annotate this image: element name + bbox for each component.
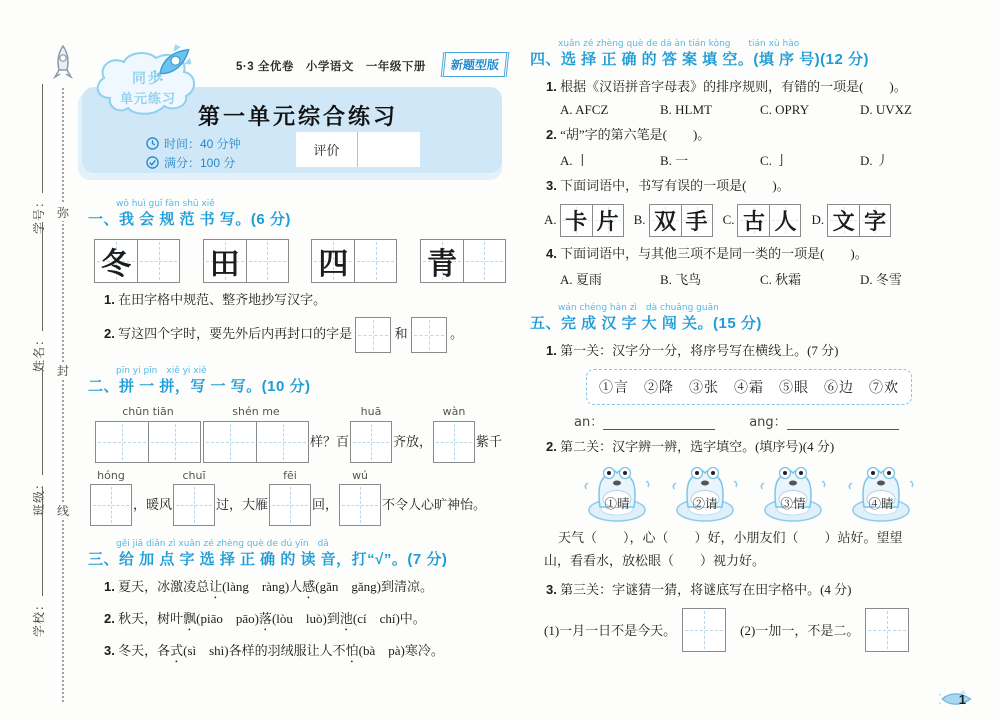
section-5 xyxy=(530,304,968,652)
dotted-char: 飘 xyxy=(183,611,197,627)
question xyxy=(104,290,508,310)
section-3 xyxy=(88,540,508,666)
write-cell[interactable] xyxy=(96,422,148,462)
page-rocket-icon xyxy=(939,689,973,709)
write-cell[interactable] xyxy=(340,485,380,525)
dotted-char: 让 xyxy=(209,579,223,595)
pinyin-box xyxy=(203,405,309,462)
section-2-heading: 二、拼 一 拼，写 一 写。(10 分) xyxy=(88,378,311,396)
answer-cell[interactable] xyxy=(356,318,390,352)
tianzige-grid xyxy=(420,239,506,283)
name-blank[interactable] xyxy=(33,222,43,331)
question xyxy=(546,437,968,457)
section-5-heading: 五、完 成 汉 字 大 闯 关。(15 分) xyxy=(530,314,762,332)
option[interactable]: A. 夏雨 xyxy=(560,271,602,287)
seal-dotted-line xyxy=(62,88,64,702)
question-number: 3. xyxy=(104,643,115,659)
tianzige-grid xyxy=(94,239,180,283)
word-options-row xyxy=(544,204,968,237)
pinyin-label: hóng xyxy=(97,468,125,482)
pinyin-label: wàn xyxy=(442,405,466,419)
question-text: 根据《汉语拼音字母表》的排序规则，有错的一项是( )。 xyxy=(560,79,907,95)
clock-icon xyxy=(146,137,159,150)
frog-char: ①晴 xyxy=(604,497,630,512)
pinyin-box xyxy=(339,469,381,526)
question-text: 写这四个字时，要先外后内再封口的字是 xyxy=(118,326,353,342)
paper-meta xyxy=(146,134,241,172)
dotted-char: 感 xyxy=(302,579,316,595)
option[interactable]: D. 冬雪 xyxy=(860,271,902,287)
question xyxy=(104,317,508,353)
sentence-text: 样？百 xyxy=(310,433,350,449)
score-label: 满分：100 分 xyxy=(164,156,236,170)
fill-sentence: 天气（ ），心（ ）好，小朋友们（ ）站好。望望 xyxy=(558,530,903,546)
question-text: (làng ràng)人 xyxy=(222,579,303,595)
section-1-pinyin: wǒ huì guī fàn shū xiě xyxy=(116,199,215,209)
section-4-pinyin: xuǎn zé zhèng què de dá àn tián kòng tián xù hào xyxy=(558,39,800,49)
question-text: 。 xyxy=(450,326,464,342)
option[interactable]: A. AFCZ xyxy=(560,102,609,118)
student-id-blank[interactable] xyxy=(33,84,43,193)
answer-cell[interactable] xyxy=(866,609,908,651)
question-number: 1. xyxy=(546,79,557,95)
section-3-pinyin: gěi jiā diǎn zì xuǎn zé zhèng què de dú yīn dǎ xyxy=(116,539,329,550)
frog-icon xyxy=(668,463,742,523)
cloud-line1: 同步 xyxy=(132,70,164,86)
question-text: 在田字格中规范、整齐地抄写汉字。 xyxy=(118,292,327,308)
question-text: (lòu luò)到 xyxy=(271,611,340,627)
cloud-line2: 单元练习 xyxy=(119,91,176,106)
pinyin-box xyxy=(90,469,132,526)
time-label: 时间：40 分钟 xyxy=(164,137,241,151)
section-3-heading: 三、给 加 点 字 选 择 正 确 的 读 音，打“√”。(7 分) xyxy=(88,550,448,568)
answer-cell[interactable] xyxy=(683,609,725,651)
model-char: 冬 xyxy=(101,248,131,282)
question-text: 下面词语中，与其他三项不是同一类的一项是( )。 xyxy=(560,245,868,261)
seal-char: 线 xyxy=(53,502,73,519)
section-2 xyxy=(88,367,508,526)
write-cell[interactable] xyxy=(246,240,288,282)
question xyxy=(104,577,508,602)
option[interactable]: C. 亅 xyxy=(760,153,789,169)
question-number: 4. xyxy=(546,245,557,261)
question-text: (cí chí)中。 xyxy=(352,611,426,627)
pinyin-label: chūn tiān xyxy=(122,405,174,419)
sentence-text: 不令人心旷神怡。 xyxy=(382,497,487,513)
question xyxy=(546,580,968,600)
frog-char: ④睛 xyxy=(868,497,894,512)
pinyin-box xyxy=(269,469,311,526)
question xyxy=(546,244,968,264)
write-cell[interactable] xyxy=(351,422,391,462)
series-info: 5·3 全优卷 小学语文 一年级下册 xyxy=(236,61,426,73)
word-char: 手 xyxy=(685,208,708,234)
write-cell[interactable] xyxy=(434,422,474,462)
word-char: 古 xyxy=(742,208,765,234)
class-label: 班级： xyxy=(31,476,46,516)
word-char: 字 xyxy=(864,208,887,234)
cloud-badge xyxy=(90,46,202,120)
word-char: 片 xyxy=(596,208,619,234)
tianzige-grid xyxy=(203,239,289,283)
paper-title: 第一单元综合练习 xyxy=(197,104,398,129)
dotted-char: 落 xyxy=(258,611,272,627)
section-5-pinyin: wán chéng hàn zì dà chuǎng guān xyxy=(558,302,719,313)
pinyin-write-line xyxy=(94,405,508,462)
word-char: 文 xyxy=(832,208,855,234)
question-text: “胡”字的第六笔是( )。 xyxy=(560,127,711,143)
question xyxy=(546,176,968,196)
edition-badge: 新题型版 xyxy=(441,52,510,77)
question xyxy=(104,609,508,634)
write-cell[interactable] xyxy=(270,485,310,525)
write-cell[interactable] xyxy=(91,485,131,525)
pinyin-label: wú xyxy=(352,468,369,482)
model-char: 田 xyxy=(209,248,240,282)
options-row xyxy=(560,269,960,288)
sentence-text: 齐放， xyxy=(393,433,433,449)
name-field xyxy=(29,222,47,372)
option[interactable]: D. UVXZ xyxy=(860,102,912,118)
sentence-text: 过，大雁 xyxy=(216,497,269,513)
character-bank: ①言 ②降 ③张 ④霜 ⑤眼 ⑥边 ⑦欢 xyxy=(586,369,912,405)
question-number: 2. xyxy=(104,611,115,627)
frog-icon xyxy=(844,463,918,523)
frog-icon xyxy=(756,463,830,523)
question-number: 1. xyxy=(546,342,557,358)
pinyin-box xyxy=(95,405,201,462)
section-2-pinyin: pīn yi pīn xiě yi xiě xyxy=(116,366,207,377)
fill-sentence: 山，看看水，放松眼（ ）视力好。 xyxy=(544,552,766,568)
write-cell[interactable] xyxy=(174,485,214,525)
riddle-text: (2)一加一，不是二。 xyxy=(740,623,860,639)
option[interactable]: B. HLMT xyxy=(660,102,712,118)
seal-char: 封 xyxy=(53,362,73,379)
pinyin-label: fēi xyxy=(283,468,297,482)
riddle-text: (1)一月一日不是今天。 xyxy=(544,623,677,639)
pinyin-write-line xyxy=(94,469,508,526)
copy-grid-row xyxy=(94,239,506,283)
write-cell[interactable] xyxy=(354,240,396,282)
option[interactable]: C. 秋霜 xyxy=(760,271,802,287)
question-number: 2. xyxy=(546,438,557,454)
word-char: 卡 xyxy=(565,208,588,234)
question-number: 2. xyxy=(104,326,115,342)
option[interactable]: A. 丨 xyxy=(560,153,589,169)
option-label: B. xyxy=(633,212,646,228)
evaluation-blank[interactable] xyxy=(358,132,420,167)
question-text: 秋天，树叶 xyxy=(118,611,184,627)
an-label: an： xyxy=(574,414,604,430)
frog-char: ③情 xyxy=(780,497,806,512)
question xyxy=(546,125,968,145)
question-text: 和 xyxy=(394,326,408,342)
name-label: 姓名： xyxy=(31,332,46,372)
sentence-text: ，暖风 xyxy=(133,497,173,513)
school-blank[interactable] xyxy=(33,487,43,596)
student-id-field xyxy=(29,84,47,234)
sentence-text: 回， xyxy=(312,497,339,513)
option-label: D. xyxy=(811,212,825,228)
question-text: 第一关：汉字分一分，将序号写在横线上。(7 分) xyxy=(560,342,839,358)
write-cell[interactable] xyxy=(137,240,179,282)
question-text: (piāo pāo) xyxy=(196,611,259,627)
question-number: 1. xyxy=(104,292,115,308)
pinyin-box xyxy=(350,405,392,462)
options-row xyxy=(560,102,960,118)
word-char: 人 xyxy=(774,208,797,234)
question-number: 3. xyxy=(546,178,557,194)
pinyin-box xyxy=(433,405,475,462)
question-number: 3. xyxy=(546,581,557,597)
sentence-text: 紫千 xyxy=(476,433,503,449)
option[interactable]: B. 飞鸟 xyxy=(660,271,702,287)
question-text: (sì shì)各样的羽绒服让人不 xyxy=(183,643,346,659)
evaluation-label: 评价 xyxy=(296,132,358,167)
dotted-char: 式 xyxy=(170,643,184,659)
option[interactable]: C. OPRY xyxy=(760,102,810,118)
school-label: 学校： xyxy=(31,597,46,637)
section-4 xyxy=(530,40,968,288)
question-text: 下面词语中，书写有误的一项是( )。 xyxy=(560,178,790,194)
question-text: 第二关：汉字辨一辨，选字填空。(填序号)(4 分) xyxy=(560,438,835,454)
model-char: 青 xyxy=(426,248,457,282)
frog-illustrations xyxy=(530,463,968,523)
tianzige-grid xyxy=(311,239,397,283)
frog-icon xyxy=(580,463,654,523)
write-cell[interactable] xyxy=(256,422,308,462)
class-blank[interactable] xyxy=(33,366,43,475)
question-text: 冬天，各 xyxy=(118,643,171,659)
pinyin-box xyxy=(173,469,215,526)
frog-char: ②请 xyxy=(692,497,718,512)
evaluation-box xyxy=(296,132,420,167)
pinyin-label: shén me xyxy=(232,405,280,419)
ang-blank[interactable] xyxy=(787,416,899,430)
page-number-value: 1 xyxy=(958,691,966,707)
question-text: 夏天，冰激凌总 xyxy=(118,579,210,595)
riddle-row xyxy=(544,608,968,652)
question xyxy=(104,641,508,666)
pinyin-label: huā xyxy=(360,405,382,419)
fill-row xyxy=(574,411,968,430)
section-4-heading: 四、选 择 正 确 的 答 案 填 空。(填 序 号)(12 分) xyxy=(530,50,870,68)
student-id-label: 学号： xyxy=(31,194,46,234)
word-char: 双 xyxy=(654,208,677,234)
question-number: 1. xyxy=(104,579,115,595)
write-cell[interactable] xyxy=(463,240,505,282)
option[interactable]: B. 一 xyxy=(660,153,689,169)
dotted-char: 怕 xyxy=(345,643,359,659)
options-row xyxy=(560,150,960,169)
ang-label: ang： xyxy=(749,414,787,430)
write-cell[interactable] xyxy=(204,422,256,462)
question-text: 第三关：字谜猜一猜，将谜底写在田字格中。(4 分) xyxy=(560,581,852,597)
an-blank[interactable] xyxy=(603,416,715,430)
seal-char: 弥 xyxy=(53,204,73,221)
option[interactable]: D. 丿 xyxy=(860,153,889,169)
page-number xyxy=(939,689,966,709)
question-text: (bà pà)寒冷。 xyxy=(358,643,444,659)
model-char: 四 xyxy=(318,248,349,282)
dotted-char: 池 xyxy=(339,611,353,627)
margin-rocket-icon xyxy=(50,44,76,84)
check-icon xyxy=(146,156,159,169)
section-1 xyxy=(88,200,508,353)
question xyxy=(546,77,968,97)
question-text: (gǎn gǎng)到清凉。 xyxy=(315,579,433,595)
pinyin-label: chuī xyxy=(182,468,206,482)
paper-header xyxy=(88,40,508,190)
option-label: C. xyxy=(722,212,735,228)
option-label: A. xyxy=(544,212,557,228)
write-cell[interactable] xyxy=(148,422,200,462)
question xyxy=(546,341,968,361)
answer-cell[interactable] xyxy=(412,318,446,352)
section-1-heading: 一、我 会 规 范 书 写。(6 分) xyxy=(88,210,291,228)
school-field xyxy=(29,487,47,637)
question-number: 2. xyxy=(546,127,557,143)
